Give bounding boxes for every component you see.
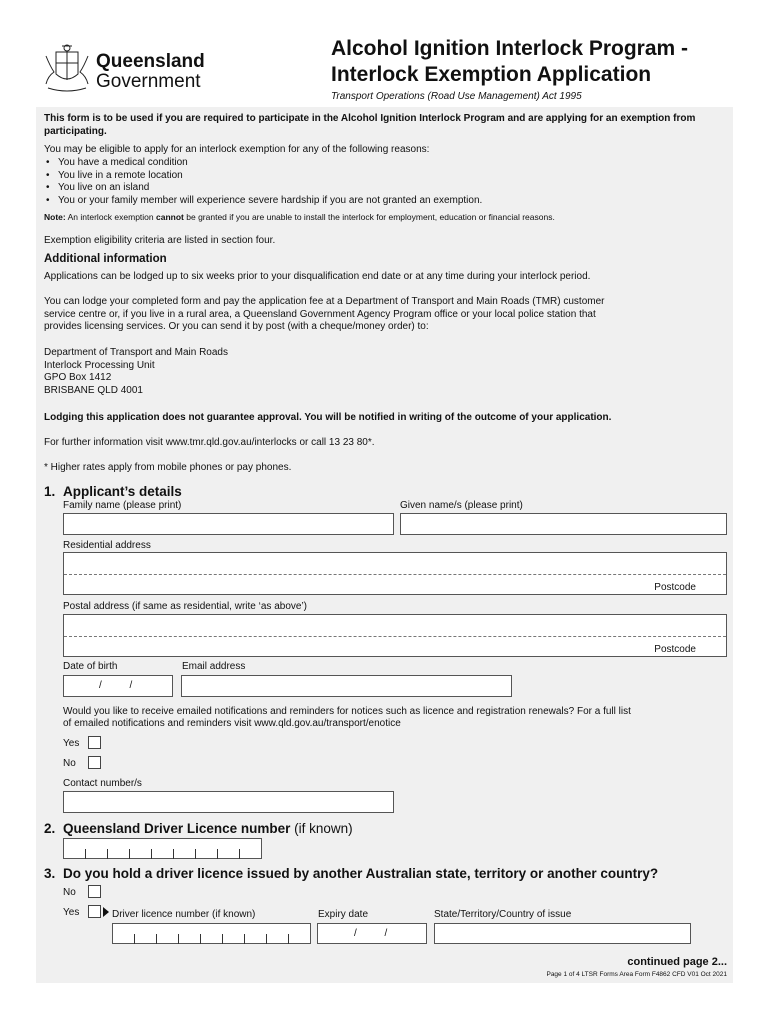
- additional-p1: Applications can be lodged up to six weeks prior to your disqualification end date or at any time during your interlock period.: [44, 271, 591, 282]
- additional-p2-line2: service centre or, if you live in a rural area, a Queensland Government Agency Program office or your local police station that: [44, 308, 596, 320]
- org-name-line1: Queensland: [96, 51, 205, 72]
- digit-separator: [195, 849, 196, 859]
- qld-crest-logo: [42, 42, 92, 94]
- list-item: • You or your family member will experience severe hardship if you are not granted an exemption.: [44, 195, 482, 208]
- digit-separator: [266, 934, 267, 944]
- digit-separator: [217, 849, 218, 859]
- residential-postcode-label: Postcode: [654, 582, 696, 593]
- section2-title-suffix: (if known): [290, 821, 353, 836]
- section2-title: Queensland Driver Licence number: [63, 821, 291, 836]
- section1-title: Applicant’s details: [63, 484, 182, 499]
- page-info: Page 1 of 4 LTSR Forms Area Form F4862 CFD V01 Oct 2021: [546, 971, 727, 978]
- digit-separator: [200, 934, 201, 944]
- additional-p2-line1: You can lodge your completed form and pay the application fee at a Department of Transport and Main Roads (TMR) customer: [44, 296, 605, 307]
- email-label: Email address: [182, 661, 246, 672]
- postal-address-label: Postal address (if same as residential, write ‘as above’): [63, 601, 307, 612]
- digit-separator: [107, 849, 108, 859]
- reasons-list: [44, 157, 482, 207]
- expiry-date-input[interactable]: [317, 923, 427, 944]
- residential-divider: [64, 574, 726, 575]
- form-title-line1: Alcohol Ignition Interlock Program -: [331, 37, 689, 60]
- digit-separator: [173, 849, 174, 859]
- address-line: GPO Box 1412: [44, 372, 112, 383]
- postal-postcode-label: Postcode: [654, 644, 696, 655]
- state-country-input[interactable]: [434, 923, 691, 944]
- list-item: • You live on an island: [44, 182, 482, 195]
- notify-no-label: No: [63, 758, 76, 769]
- digit-separator: [156, 934, 157, 944]
- dob-input[interactable]: [63, 675, 173, 697]
- family-name-input[interactable]: [63, 513, 394, 535]
- contact-number-label: Contact number/s: [63, 778, 142, 789]
- additional-p2-line3: provides licensing services. Or you can send it by post (with a cheque/money order) to:: [44, 321, 429, 332]
- postal-address: [44, 347, 228, 397]
- note-line: [44, 212, 555, 222]
- further-info: For further information visit www.tmr.qld.gov.au/interlocks or call 13 23 80*.: [44, 437, 375, 448]
- dob-slashes: / /: [99, 680, 133, 691]
- expiry-date-label: Expiry date: [318, 909, 369, 920]
- section2-heading: [44, 821, 353, 836]
- intro-bold-paragraph: This form is to be used if you are required to participate in the Alcohol Ignition Interlock Program and are applying for an exemption from participating.: [44, 113, 696, 137]
- residential-address-input[interactable]: [63, 552, 727, 595]
- section3-heading: [44, 866, 658, 881]
- qld-licence-number-input[interactable]: [63, 838, 262, 859]
- state-country-label: State/Territory/Country of issue: [434, 909, 572, 920]
- list-item: • You live in a remote location: [44, 170, 482, 183]
- other-licence-number-label: Driver licence number (if known): [112, 909, 256, 920]
- section2-number: 2.: [44, 821, 56, 836]
- digit-separator: [151, 849, 152, 859]
- given-name-input[interactable]: [400, 513, 727, 535]
- given-name-label: Given name/s (please print): [400, 500, 523, 511]
- note-text-pre: An interlock exemption: [67, 212, 154, 222]
- postal-divider: [64, 636, 726, 637]
- address-line: Department of Transport and Main Roads: [44, 347, 228, 358]
- family-name-label: Family name (please print): [63, 500, 182, 511]
- org-name: [96, 52, 205, 92]
- note-label: Note:: [44, 212, 66, 222]
- act-reference: Transport Operations (Road Use Management) Act 1995: [331, 91, 582, 102]
- section3-number: 3.: [44, 866, 56, 881]
- other-licence-number-input[interactable]: [112, 923, 311, 944]
- dob-label: Date of birth: [63, 661, 118, 672]
- digit-separator: [288, 934, 289, 944]
- lodging-notice: Lodging this application does not guarantee approval. You will be notified in writing of the outcome of your application.: [44, 412, 612, 423]
- additional-info-heading: Additional information: [44, 253, 167, 265]
- notify-no-checkbox[interactable]: [88, 756, 101, 769]
- digit-separator: [244, 934, 245, 944]
- arrow-right-icon: [103, 907, 109, 917]
- section3-title: Do you hold a driver licence issued by another Australian state, territory or another country?: [63, 866, 659, 881]
- digit-separator: [178, 934, 179, 944]
- digit-separator: [85, 849, 86, 859]
- notify-question-line1: Would you like to receive emailed notifications and reminders for notices such as licence and registration renewals? For a full list: [63, 706, 631, 717]
- postal-address-input[interactable]: [63, 614, 727, 657]
- notify-yes-label: Yes: [63, 738, 80, 749]
- criteria-text: Exemption eligibility criteria are listed in section four.: [44, 235, 276, 246]
- email-input[interactable]: [181, 675, 512, 697]
- address-line: BRISBANE QLD 4001: [44, 384, 143, 396]
- note-text-bold: cannot: [156, 212, 184, 222]
- digit-separator: [239, 849, 240, 859]
- note-text-post: be granted if you are unable to install the interlock for employment, education or financial reasons.: [186, 212, 555, 222]
- expiry-slashes: / /: [354, 928, 388, 939]
- other-licence-yes-checkbox[interactable]: [88, 905, 101, 918]
- section1-heading: [44, 484, 182, 499]
- form-title: [331, 36, 688, 88]
- notify-yes-checkbox[interactable]: [88, 736, 101, 749]
- continued-text: continued page 2...: [627, 956, 727, 968]
- section1-number: 1.: [44, 484, 56, 499]
- digit-separator: [134, 934, 135, 944]
- list-item: • You have a medical condition: [44, 157, 482, 170]
- form-title-line2: Interlock Exemption Application: [331, 63, 652, 86]
- other-licence-no-checkbox[interactable]: [88, 885, 101, 898]
- higher-rates-note: * Higher rates apply from mobile phones or pay phones.: [44, 462, 292, 473]
- notify-question-line2: of emailed notifications and reminders visit www.qld.gov.au/transport/enotice: [63, 718, 401, 729]
- additional-p2: [44, 296, 604, 334]
- eligibility-lead: You may be eligible to apply for an interlock exemption for any of the following reasons:: [44, 144, 430, 155]
- org-name-line2: Government: [96, 71, 201, 92]
- digit-separator: [222, 934, 223, 944]
- other-licence-yes-label: Yes: [63, 907, 80, 918]
- digit-separator: [129, 849, 130, 859]
- address-line: Interlock Processing Unit: [44, 359, 155, 371]
- other-licence-no-label: No: [63, 887, 76, 898]
- residential-address-label: Residential address: [63, 540, 151, 551]
- contact-number-input[interactable]: [63, 791, 394, 813]
